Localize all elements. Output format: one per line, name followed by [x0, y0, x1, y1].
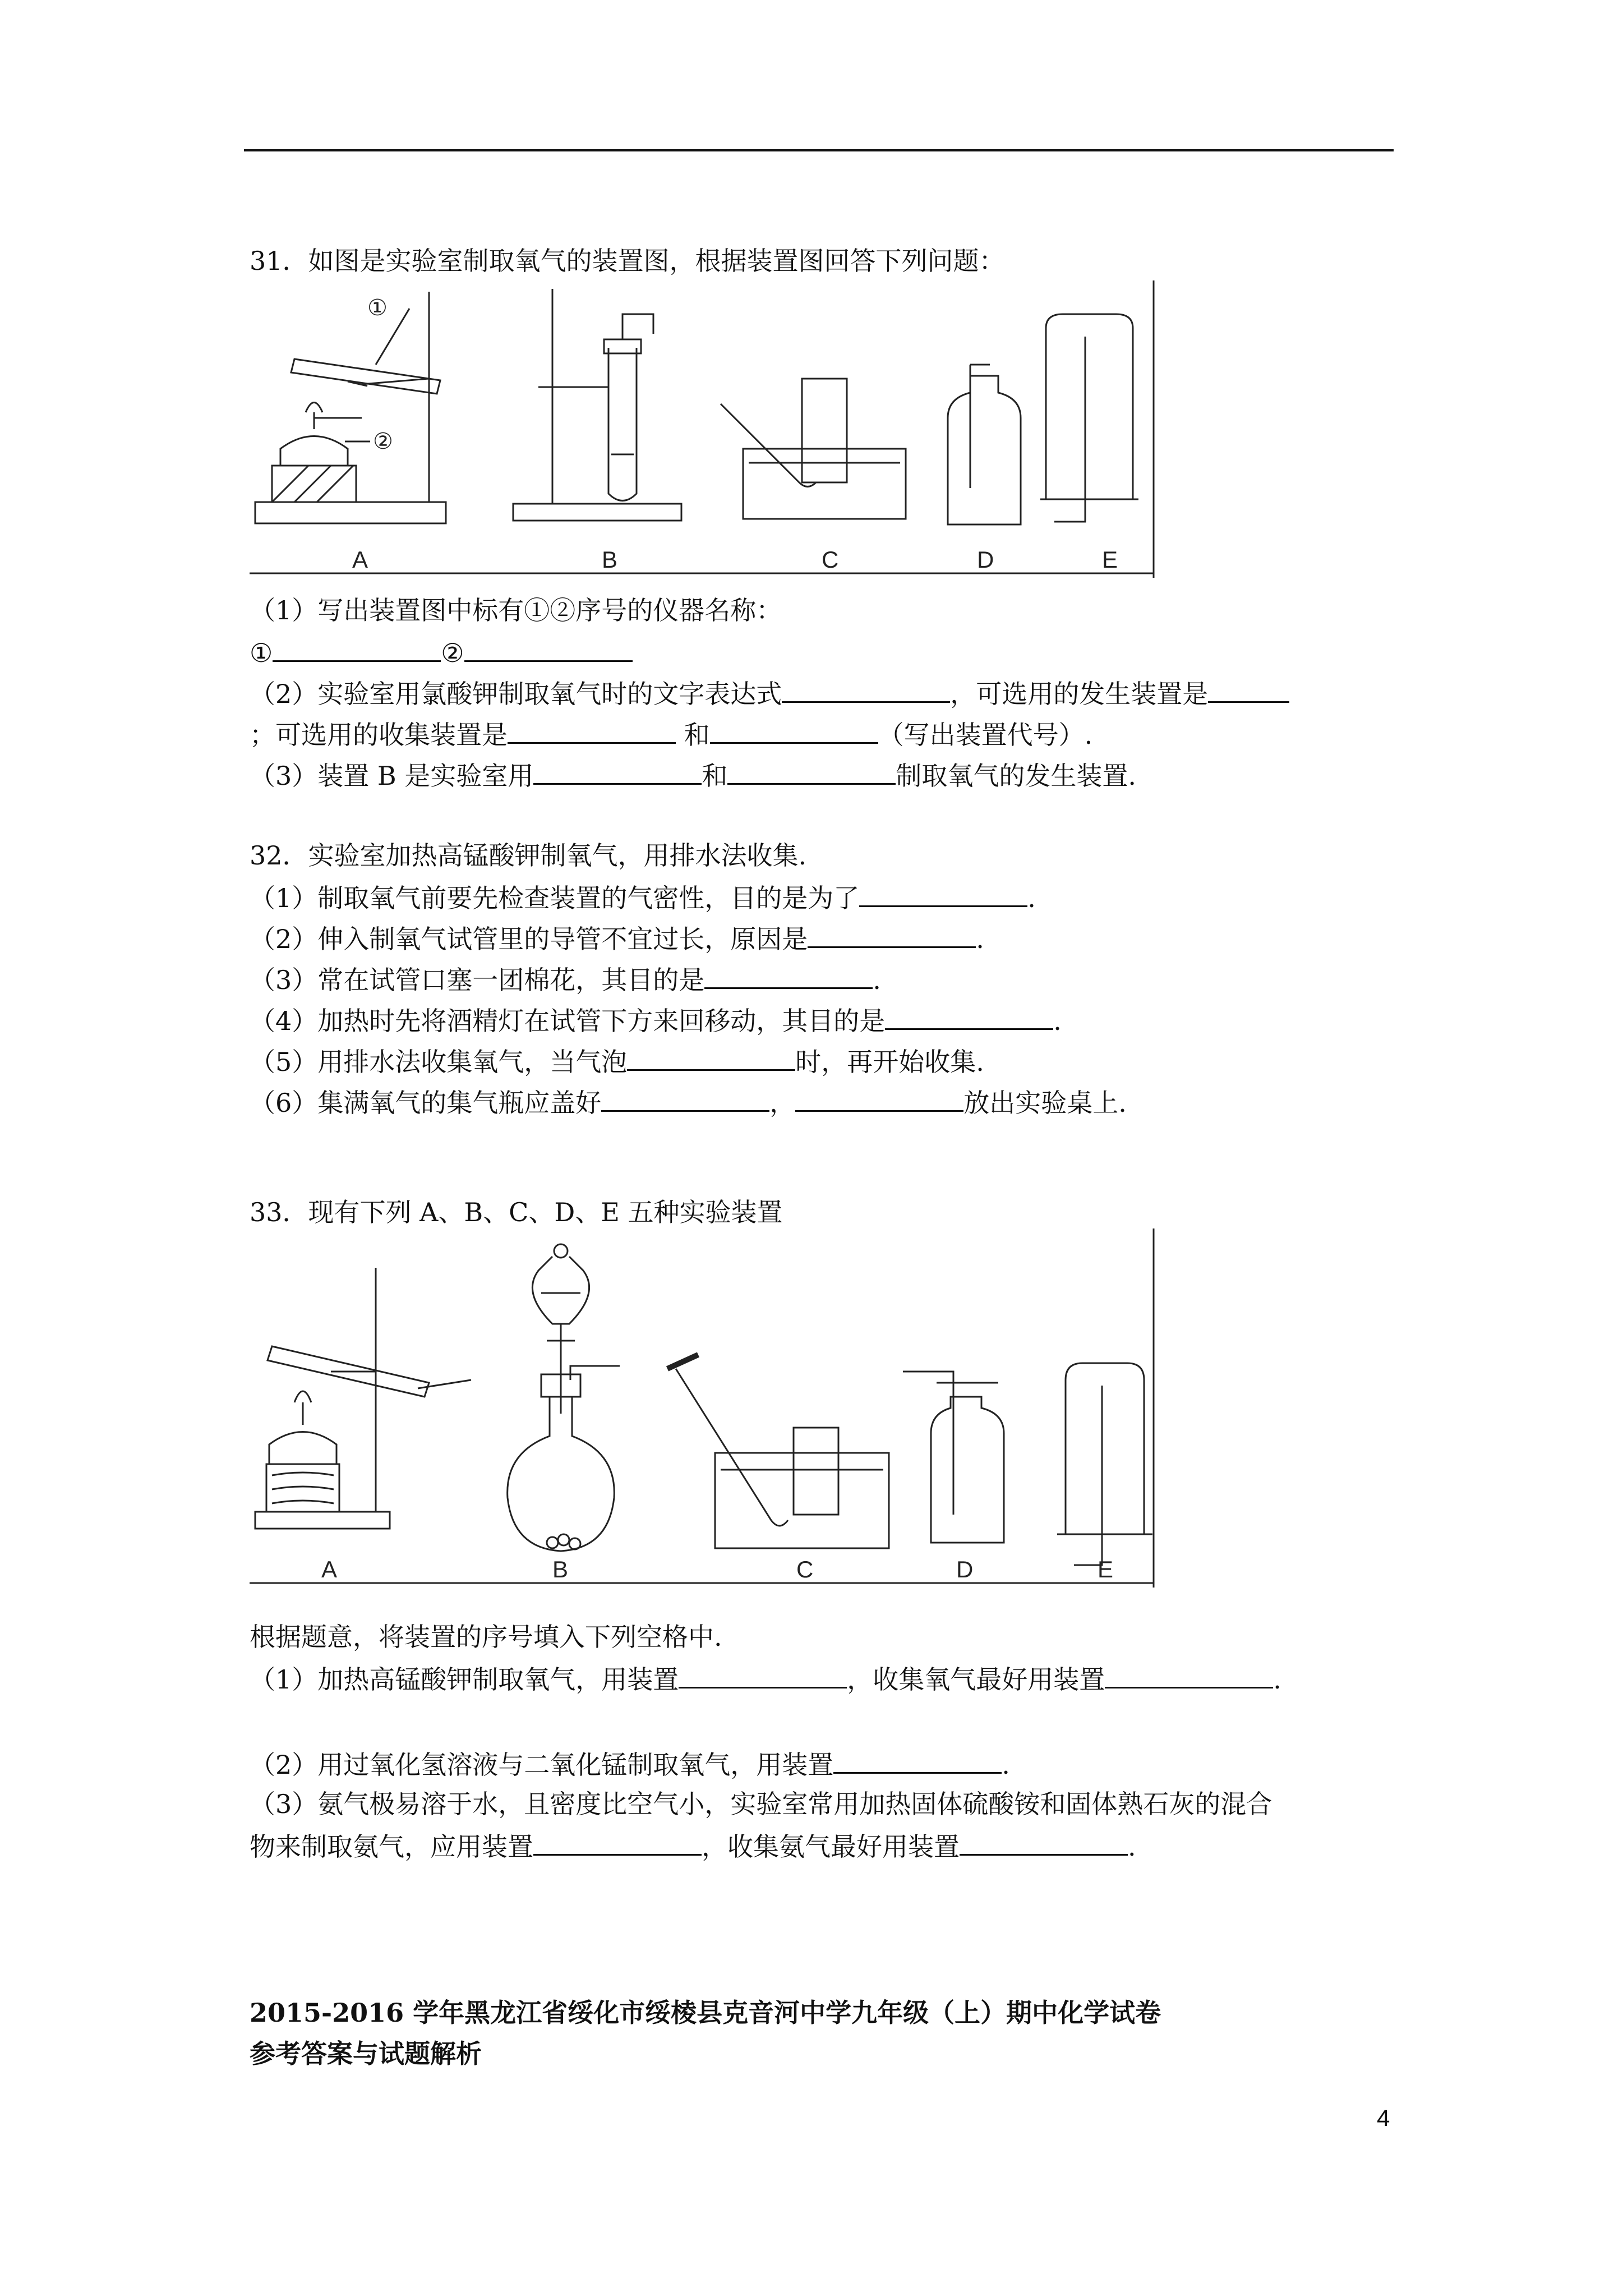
answer-blank[interactable]: [782, 677, 950, 703]
answer-blank[interactable]: [601, 1085, 769, 1112]
answer-blank[interactable]: [833, 1747, 1002, 1774]
label-b: B: [602, 546, 618, 573]
q33-line2: （2）用过氧化氢溶液与二氧化锰制取氧气，用装置 .: [250, 1747, 1010, 1780]
answer-blank[interactable]: [627, 1045, 795, 1071]
q31-part2-cont: ；可选用的收集装置是 和 （写出装置代号）.: [250, 717, 1092, 751]
answer-blank[interactable]: [533, 1829, 702, 1856]
label-d: D: [956, 1556, 974, 1582]
answer-blank[interactable]: [679, 1662, 847, 1688]
callout-2: ②: [373, 429, 393, 454]
label-c: C: [822, 546, 839, 573]
answer-blank[interactable]: [710, 717, 878, 744]
q31-apparatus-figure: [250, 280, 1161, 578]
apparatus-d-gas-jar-up: [903, 1372, 1004, 1543]
q33-intro: 根据题意，将装置的序号填入下列空格中.: [250, 1622, 722, 1652]
q32-line1: （1）制取氧气前要先检查装置的气密性，目的是为了 .: [250, 881, 1036, 914]
q33-apparatus-figure: [250, 1228, 1161, 1588]
q33-line3: （3）氨气极易溶于水，且密度比空气小，实验室常用加热固体硫酸铵和固体熟石灰的混合: [250, 1789, 1272, 1819]
answer-blank[interactable]: [508, 717, 676, 744]
q32-line5: （5）用排水法收集氧气，当气泡 时，再开始收集.: [250, 1045, 984, 1078]
answer-blank-2[interactable]: [464, 636, 633, 662]
answer-blank[interactable]: [859, 881, 1027, 907]
answer-section-subtitle: 参考答案与试题解析: [250, 2039, 482, 2069]
q33-line1: （1）加热高锰酸钾制取氧气，用装置 ，收集氧气最好用装置 .: [250, 1662, 1281, 1695]
q32-line4: （4）加热时先将酒精灯在试管下方来回移动，其目的是 .: [250, 1004, 1062, 1037]
apparatus-e-gas-jar-down: [1057, 1363, 1152, 1565]
page-number: 4: [1377, 2105, 1390, 2131]
answer-blank[interactable]: [795, 1085, 963, 1112]
apparatus-d-gas-jar-up: [948, 365, 1021, 524]
answer-blank[interactable]: [1105, 1662, 1273, 1688]
q32-line2: （2）伸入制氧气试管里的导管不宜过长，原因是 .: [250, 922, 984, 955]
callout-1: ①: [367, 296, 388, 320]
label-d: D: [977, 546, 994, 573]
apparatus-a-heating-setup: [255, 292, 446, 523]
label-a: A: [352, 546, 368, 573]
q31-stem: 31．如图是实验室制取氧气的装置图，根据装置图回答下列问题：: [250, 246, 1005, 276]
answer-section-title: 2015-2016 学年黑龙江省绥化市绥棱县克音河中学九年级（上）期中化学试卷: [250, 1998, 1161, 2028]
answer-blank[interactable]: [704, 963, 873, 989]
label-e: E: [1098, 1556, 1114, 1582]
apparatus-a-heating-setup: [255, 1268, 471, 1529]
apparatus-b-flask-funnel: [508, 1244, 620, 1551]
apparatus-c-water-trough: [667, 1355, 889, 1548]
q32-line3: （3）常在试管口塞一团棉花，其目的是 .: [250, 963, 881, 996]
q31-part2: （2）实验室用氯酸钾制取氧气时的文字表达式 ，可选用的发生装置是: [250, 677, 1289, 710]
answer-blank[interactable]: [1208, 677, 1289, 703]
answer-blank[interactable]: [885, 1004, 1053, 1030]
label-a: A: [321, 1556, 338, 1582]
label-e: E: [1102, 546, 1118, 573]
apparatus-e-gas-jar-down: [1040, 314, 1138, 522]
answer-blank[interactable]: [960, 1829, 1128, 1856]
label-c: C: [796, 1556, 814, 1582]
answer-blank[interactable]: [808, 922, 976, 948]
q31-part1: （1）写出装置图中标有①②序号的仪器名称：: [250, 595, 782, 625]
apparatus-b-test-tube-stand: [513, 289, 681, 521]
answer-blank[interactable]: [533, 758, 702, 785]
label-b: B: [552, 1556, 569, 1582]
header-rule: [244, 149, 1394, 151]
answer-blank-1[interactable]: [273, 636, 441, 662]
q33-stem: 33．现有下列 A、B、C、D、E 五种实验装置: [250, 1197, 783, 1227]
q31-part1-blanks: ① ②: [250, 636, 633, 669]
apparatus-c-water-trough: [721, 379, 906, 519]
q33-line3-cont: 物来制取氨气，应用装置 ，收集氨气最好用装置 .: [250, 1829, 1136, 1862]
answer-blank[interactable]: [727, 758, 896, 785]
q32-stem: 32．实验室加热高锰酸钾制氧气，用排水法收集.: [250, 840, 807, 871]
q32-line6: （6）集满氧气的集气瓶应盖好 ， 放出实验桌上.: [250, 1085, 1127, 1119]
q31-part3: （3）装置 B 是实验室用 和 制取氧气的发生装置.: [250, 758, 1136, 792]
